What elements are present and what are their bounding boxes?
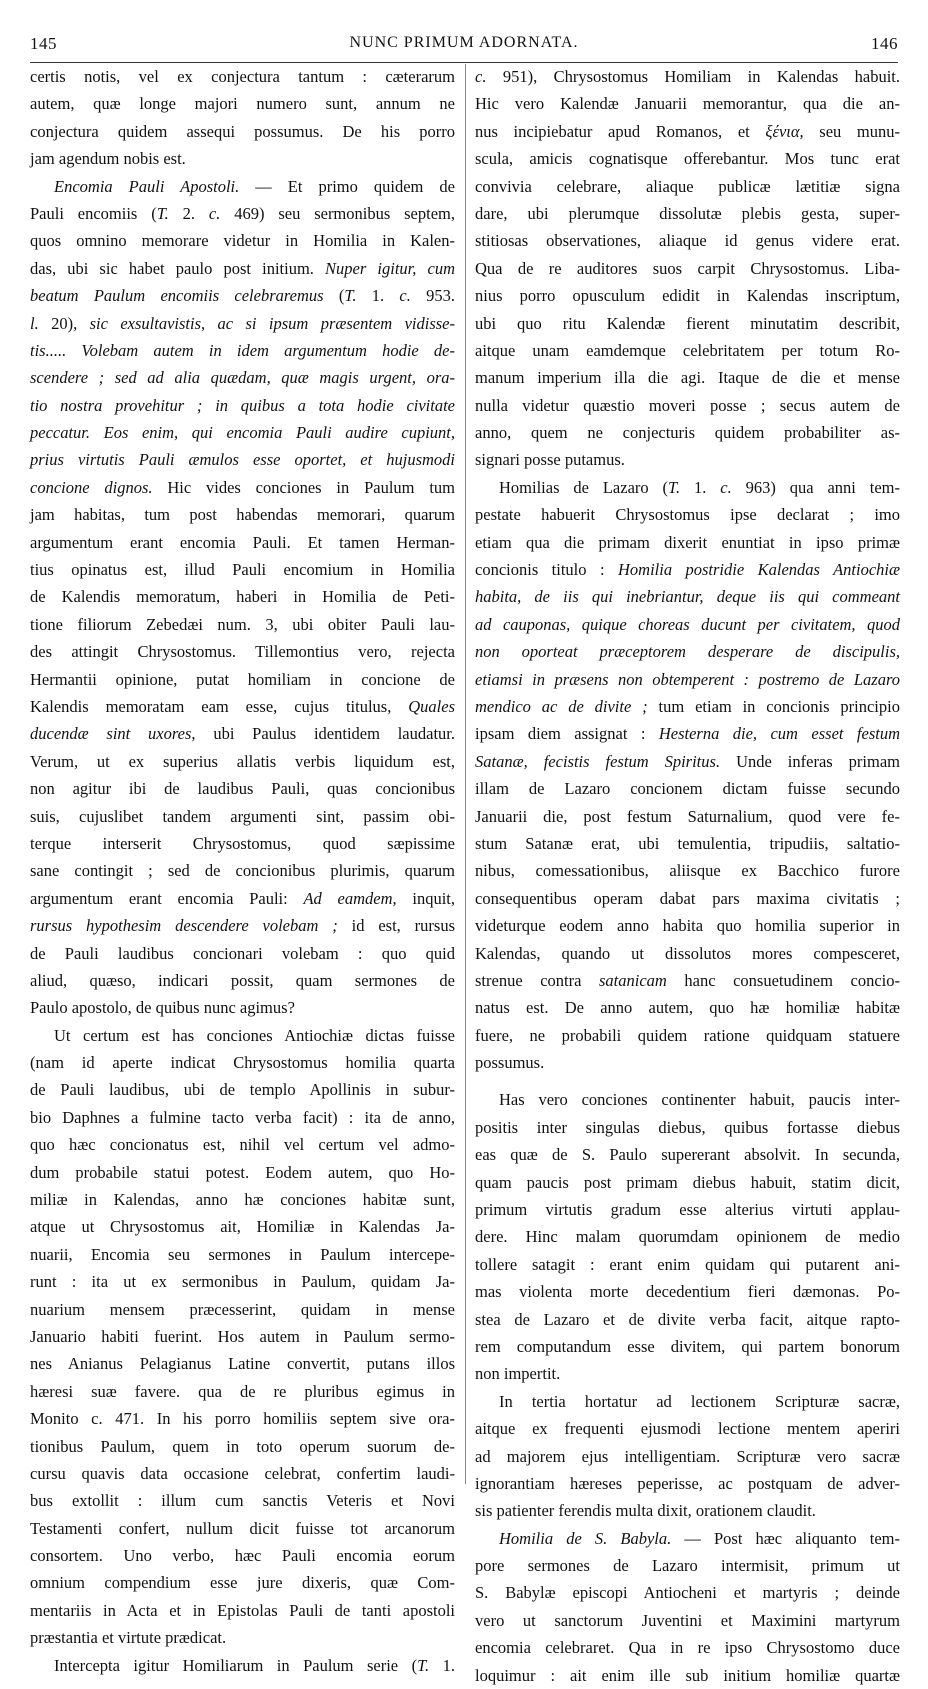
text-line (475, 1223, 900, 1250)
text-run: 1. (429, 1655, 456, 1675)
text-line (30, 611, 455, 638)
italic-text: Encomia Pauli Apostoli. (54, 176, 240, 196)
page-header (30, 34, 898, 58)
text-line (30, 994, 455, 1021)
text-line (475, 1607, 900, 1634)
text-line (30, 173, 455, 200)
text-run: nibus, comessationibus, aliisque ex Bacchico furore (475, 861, 900, 881)
text-run: nus incipiebatur apud Romanos, et (475, 121, 766, 141)
paragraph-gap (475, 1076, 900, 1086)
text-run: atque ut Chrysostomus ait, Homiliæ in Kalendas Ja- (30, 1217, 455, 1237)
text-line (30, 282, 455, 309)
text-line (475, 611, 900, 638)
text-run: sane contingit ; sed de concionibus plurimis, quarum (30, 861, 455, 881)
text-run: Intercepta igitur Homiliarum in Paulum serie ( (54, 1655, 418, 1675)
text-line (475, 1114, 900, 1141)
text-run: aitque unam eamdemque celebritatem per totum Ro- (475, 340, 900, 360)
text-line (475, 940, 900, 967)
italic-text: c. (399, 286, 411, 306)
italic-text: c. (208, 203, 221, 223)
text-line (30, 90, 455, 117)
text-run: 1. (680, 477, 721, 497)
text-line (30, 556, 455, 583)
text-line (475, 1141, 900, 1168)
column-divider (465, 64, 466, 1484)
text-run: bio Daphnes a fulmine tacto verba facit) : ita de anno, (30, 1107, 455, 1127)
text-run: Kalendis memoratam eam esse, cujus titulus, (30, 696, 409, 716)
text-run: manum imperium illa die agi. Itaque de die et mense (475, 368, 900, 388)
text-line (30, 638, 455, 665)
text-line (475, 1470, 900, 1497)
text-run: signari posse putamus. (475, 450, 625, 470)
text-line (30, 337, 455, 364)
text-line (475, 748, 900, 775)
left-column (30, 63, 456, 1675)
text-line (475, 967, 900, 994)
italic-text: satanicam (598, 970, 667, 990)
text-line (475, 529, 900, 556)
text-line (30, 446, 455, 473)
italic-text: concione dignos. (30, 477, 153, 497)
text-run: consortem. Uno verbo, hæc Pauli encomia eorum (30, 1546, 455, 1566)
text-line (475, 638, 900, 665)
text-run: dare, ubi plerumque dissolutæ plebis gesta, super- (475, 203, 900, 223)
text-run: Januarii die, post festum Saturnalium, quod vere fe- (475, 806, 900, 826)
text-run: conjectura quidem assequi possumus. De his porro (30, 121, 455, 141)
text-line (30, 1241, 455, 1268)
text-run: , ubi Paulus identidem laudatur. (191, 724, 455, 744)
text-line (30, 1268, 455, 1295)
italic-text: Hesterna die, cum esset festum (658, 724, 900, 744)
italic-text: Nuper igitur, cum (325, 258, 455, 278)
text-run: 20), (38, 313, 90, 333)
text-run: ignorantiam hæreses peperisse, ac postquam de adver- (475, 1473, 900, 1493)
text-line (475, 885, 900, 912)
text-run: scula, amicis cognatisque offerebantur. Mos tunc erat (475, 149, 900, 169)
text-run: cursu quavis data occasione celebrat, confertim laudi- (30, 1463, 455, 1483)
text-run: primum virtutis gradum esse alterius virtuti applau- (475, 1200, 900, 1220)
text-line (475, 1333, 900, 1360)
text-line (475, 1169, 900, 1196)
text-line (475, 1497, 900, 1524)
text-run: natus est. De anno autem, quo hæ homiliæ habitæ (475, 998, 900, 1018)
text-line (475, 392, 900, 419)
italic-text: ξένια, (765, 121, 804, 141)
text-line (30, 693, 455, 720)
text-line (30, 118, 455, 145)
text-line (475, 1525, 900, 1552)
text-run: id est, rursus (337, 916, 455, 936)
text-run: Has vero conciones continenter habuit, paucis inter- (499, 1090, 900, 1110)
text-line (30, 1405, 455, 1432)
italic-text: sic exsultavistis, ac si ipsum præsentem vidisse- (89, 313, 455, 333)
italic-text: Ad eamdem, (303, 888, 397, 908)
text-run: Testamenti confert, nullum dicit fuisse tot arcanorum (30, 1518, 455, 1538)
text-line (30, 940, 455, 967)
text-run: stitiosas observationes, aliaque id genus videre erat. (475, 231, 900, 251)
text-run: tum etiam in concionis principio (647, 696, 900, 716)
italic-text: c. (720, 477, 732, 497)
italic-text: peccatur. Eos enim, qui encomia Pauli audire cupiunt, (30, 423, 455, 443)
italic-text: scendere ; sed ad alia quædam, quæ magis urgent, ora- (30, 368, 455, 388)
text-line (475, 1086, 900, 1113)
text-line (475, 173, 900, 200)
text-run: seu munu- (803, 121, 900, 141)
italic-text: tis..... Volebam autem in idem argumentum hodie de- (30, 340, 455, 360)
text-run: possumus. (475, 1053, 545, 1073)
text-run: stum Satanæ erat, ubi temulentia, tripudiis, saltatio- (475, 833, 900, 853)
text-line (30, 310, 455, 337)
text-line (30, 666, 455, 693)
text-line (30, 1076, 455, 1103)
text-line (30, 1049, 455, 1076)
text-line (30, 1296, 455, 1323)
text-run: 469) seu sermonibus septem, (220, 203, 455, 223)
text-line (475, 1306, 900, 1333)
text-line (30, 227, 455, 254)
italic-text: Quales (408, 696, 455, 716)
text-run: des attingit Chrysostomus. Tillemontius vero, rejecta (30, 642, 455, 662)
italic-text: ducendæ sint uxores (30, 724, 192, 744)
text-run: hæresi suæ favere. qua de re pluribus egimus in (30, 1381, 455, 1401)
text-run: de Pauli laudibus concionari volebam : quo quid (30, 943, 455, 963)
italic-text: T. (417, 1655, 430, 1675)
text-line (30, 145, 455, 172)
text-run: non impertit. (475, 1364, 561, 1384)
text-run: de Kalendis memoratum, haberi in Homilia de Peti- (30, 587, 455, 607)
text-run: mentariis in Acta et in Epistolas Pauli de tanti apostoli (30, 1600, 455, 1620)
text-line (475, 1278, 900, 1305)
italic-text: c. (475, 67, 487, 86)
text-run: quam paucis post primam diebus habuit, statim dicit, (475, 1172, 900, 1192)
text-line (30, 1378, 455, 1405)
text-line (30, 1350, 455, 1377)
text-line (475, 1022, 900, 1049)
text-run: tollere satagit : erant enim quidam qui putarent ani- (475, 1254, 900, 1274)
text-run: 953. (410, 286, 455, 306)
text-run: dum probabile statui potest. Eodem autem, quo Ho- (30, 1162, 455, 1182)
text-line (475, 803, 900, 830)
text-run: dere. Hinc malam quorumdam opinionem de medio (475, 1227, 900, 1247)
text-run: aitque ex frequenti ejusmodi lectione mentem aperiri (475, 1419, 900, 1439)
text-run: Monito c. 471. In his porro homiliis septem sive ora- (30, 1409, 455, 1429)
text-run: positis inter singulas diebus, quibus fortasse diebus (475, 1117, 900, 1137)
text-line (475, 830, 900, 857)
text-line (30, 1487, 455, 1514)
text-run: 951), Chrysostomus Homiliam in Kalendas habuit. (486, 67, 900, 86)
text-run: jam agendum nobis est. (30, 149, 186, 169)
text-run: vero ut sanctorum Juventini et Maximini martyrum (475, 1610, 900, 1630)
text-line (475, 364, 900, 391)
text-run: nuarium mensem præcesserint, quidam in mense (30, 1299, 455, 1319)
text-run: Hic vero Kalendæ Januarii memorantur, qua die an- (475, 94, 900, 114)
text-run: — Et primo quidem de (239, 176, 455, 196)
text-run: anno, quem ne conjecturis quidem probabiliter as- (475, 423, 900, 443)
text-line (475, 583, 900, 610)
italic-text: T. (344, 286, 357, 306)
text-run: fuere, ne probabili quidem ratione quidquam statuere (475, 1025, 900, 1045)
italic-text: T. (668, 477, 681, 497)
text-line (475, 474, 900, 501)
text-run: runt : ita ut ex sermonibus in Paulum, quidam Ja- (30, 1272, 455, 1292)
italic-text: rursus hypothesim descendere volebam ; (30, 916, 338, 936)
text-line (30, 392, 455, 419)
text-line (475, 1360, 900, 1387)
text-line (30, 775, 455, 802)
text-run: ad majorem ejus intelligentiam. Scripturæ vero sacræ (475, 1446, 900, 1466)
italic-text: non oporteat præceptorem desperare de discipulis, (475, 642, 900, 662)
text-run: Pauli encomiis ( (30, 203, 157, 223)
text-line (475, 1251, 900, 1278)
text-run: convivia celebrare, aliaque publicæ lætitiæ signa (475, 176, 900, 196)
text-line (30, 364, 455, 391)
text-line (30, 720, 455, 747)
text-line (475, 1196, 900, 1223)
text-run: etiam qua die primam dixerit enuntiat in ipso primæ (475, 532, 900, 552)
text-line (30, 803, 455, 830)
italic-text: ad cauponas, quique choreas ducunt per civitatem, quod (475, 614, 900, 634)
text-line (30, 529, 455, 556)
text-line (30, 501, 455, 528)
text-line (30, 255, 455, 282)
text-line (475, 1443, 900, 1470)
text-line (475, 145, 900, 172)
text-run: tionibus Paulum, quem in toto operum suorum de- (30, 1436, 455, 1456)
text-line (30, 1652, 455, 1679)
text-line (475, 775, 900, 802)
text-line (475, 501, 900, 528)
text-line (30, 1213, 455, 1240)
text-run: S. Babylæ episcopi Antiocheni et martyris ; deinde (475, 1583, 900, 1603)
text-line (475, 282, 900, 309)
text-run: stea de Lazaro et de divite verba facit, aitque rapto- (475, 1309, 900, 1329)
text-line (30, 1131, 455, 1158)
text-run: ( (323, 286, 345, 306)
text-run: præstantia et virtute prædicat. (30, 1628, 227, 1648)
text-line (475, 1415, 900, 1442)
text-line (475, 1552, 900, 1579)
text-line (30, 1323, 455, 1350)
text-line (30, 912, 455, 939)
italic-text: mendico ac de divite ; (475, 696, 648, 716)
italic-text: habita, de iis qui inebriantur, deque iis qui commeant (475, 587, 900, 607)
text-line (475, 912, 900, 939)
text-run: das, ubi sic habet paulo post initium. (30, 258, 326, 278)
text-run: 963) qua anni tem- (731, 477, 900, 497)
italic-text: tio nostra provehitur ; in quibus a tota hodie civitate (30, 395, 455, 415)
text-run: suis, cujuslibet tandem argumenti sint, passim obi- (30, 806, 455, 826)
italic-text: beatum Paulum encomiis celebraremus (30, 286, 324, 306)
text-run: autem, quæ longe majori numero sunt, annum ne (30, 94, 455, 114)
text-run: encomia celebraret. Qua in re ipso Chrysostomo duce (475, 1638, 900, 1658)
italic-text: etiamsi in præsens non obtemperent : postremo de Lazaro (475, 669, 900, 689)
text-run: ipsam diem assignat : (475, 724, 659, 744)
text-run: strenue contra (475, 970, 599, 990)
text-run: tius opinatus est, illud Pauli encomium in Homilia (30, 560, 455, 580)
text-line (475, 118, 900, 145)
page-number-left: 145 (30, 34, 57, 53)
text-run: inquit, (396, 888, 455, 908)
italic-text: l. (30, 313, 39, 333)
text-run: rem computandum esse divitem, qui partem bonorum (475, 1336, 900, 1356)
text-run: Homilias de Lazaro ( (499, 477, 669, 497)
text-line (30, 857, 455, 884)
text-run: Hic vides conciones in Paulum tum (152, 477, 455, 497)
text-run: nuarii, Encomia seu sermones in Paulum intercepe- (30, 1244, 455, 1264)
text-line (475, 1662, 900, 1689)
text-line (30, 1597, 455, 1624)
text-line (475, 255, 900, 282)
text-line (30, 1460, 455, 1487)
text-line (30, 63, 455, 90)
text-line (475, 1388, 900, 1415)
text-line (30, 1433, 455, 1460)
text-run: sis patienter ferendis multa dixit, orationem claudit. (475, 1501, 816, 1521)
running-title: NUNC PRIMUM ADORNATA. (349, 34, 579, 51)
text-run: certis notis, vel ex conjectura tantum : cæterarum (30, 67, 455, 86)
text-line (30, 1159, 455, 1186)
text-line (475, 556, 900, 583)
right-column (475, 63, 901, 1685)
text-line (30, 885, 455, 912)
text-line (475, 994, 900, 1021)
text-line (30, 748, 455, 775)
text-line (30, 1186, 455, 1213)
text-run: de Pauli laudibus, ubi de templo Apollinis in subur- (30, 1080, 455, 1100)
text-run: jam habitas, tum post habendas memorari, quarum (30, 505, 455, 525)
text-run: terque interserit Chrysostomus, quod sæpissime (30, 833, 455, 853)
text-line (475, 857, 900, 884)
text-line (30, 1104, 455, 1131)
text-line (30, 830, 455, 857)
text-run: pore sermones de Lazaro intermisit, primum ut (475, 1556, 900, 1576)
text-line (475, 666, 900, 693)
text-line (30, 200, 455, 227)
text-run: omnium compendium esse jure dixeris, quæ Com- (30, 1573, 455, 1593)
text-run: nes Anianus Pelagianus Latine convertit, putans illos (30, 1354, 455, 1374)
text-run: In tertia hortatur ad lectionem Scripturæ sacræ, (499, 1391, 900, 1411)
text-run: mas violenta morte decedentium fieri dæmonas. Po- (475, 1282, 900, 1302)
text-run: ubi quo ritu Kalendæ fierent minutatim describit, (475, 313, 900, 333)
text-run: illam de Lazaro concionem dictam fuisse secundo (475, 779, 900, 799)
text-run: Unde inferas primam (720, 751, 901, 771)
text-run: Kalendas, quando ut dissolutos mores compesceret, (475, 943, 900, 963)
text-line (30, 1542, 455, 1569)
text-run: nulla videtur quæstio moveri posse ; secus autem de (475, 395, 900, 415)
text-line (475, 720, 900, 747)
text-run: Paulo apostolo, de quibus nunc agimus? (30, 998, 295, 1018)
text-run: videturque eodem anno habita quo homilia superior in (475, 916, 900, 936)
text-line (475, 227, 900, 254)
text-line (30, 419, 455, 446)
text-run: aliud, quæso, indicari possit, quam sermones de (30, 970, 455, 990)
text-run: miliæ in Kalendas, anno hæ conciones habitæ sunt, (30, 1190, 455, 1210)
text-line (30, 474, 455, 501)
text-run: concionis titulo : (475, 560, 618, 580)
text-line (475, 1634, 900, 1661)
text-run: Hermantii opinione, putat homiliam in concione de (30, 669, 455, 689)
text-run: bus extollit : illum cum sanctis Veteris et Novi (30, 1491, 455, 1511)
text-run: — Post hæc aliquanto tem- (671, 1528, 900, 1548)
text-line (475, 693, 900, 720)
text-run: Ut certum est has conciones Antiochiæ dictas fuisse (54, 1025, 455, 1045)
text-run: Verum, ut ex superius allatis verbis liquidum est, (30, 751, 455, 771)
text-line (475, 419, 900, 446)
text-run: hanc consuetudinem concio- (666, 970, 900, 990)
text-run: pestate habuerit Chrysostomus ipse declarat ; imo (475, 505, 900, 525)
italic-text: T. (156, 203, 169, 223)
text-line (30, 967, 455, 994)
text-line (475, 1579, 900, 1606)
text-run: eas quæ de S. Paulo supererant absolvit. In secunda, (475, 1145, 900, 1165)
text-line (475, 446, 900, 473)
italic-text: prius virtutis Pauli æmulos esse oportet, et hujusmodi (30, 450, 455, 470)
page-number-right: 146 (871, 34, 898, 53)
text-line (475, 63, 900, 90)
text-line (475, 310, 900, 337)
text-run: tione filiorum Zebedæi num. 3, ubi obiter Pauli lau- (30, 614, 455, 634)
text-run: non agitur ibi de laudibus Pauli, quas concionibus (30, 779, 455, 799)
italic-text: Satanæ, fecistis festum Spiritus. (475, 751, 721, 771)
text-line (475, 337, 900, 364)
text-run: 2. (168, 203, 209, 223)
text-line (475, 1049, 900, 1076)
text-run: 1. (356, 286, 400, 306)
text-line (30, 583, 455, 610)
text-run: argumentum erant encomia Pauli: (30, 888, 304, 908)
text-run: argumentum erant encomia Pauli. Et tamen Herman- (30, 532, 455, 552)
text-line (30, 1022, 455, 1049)
text-line (475, 200, 900, 227)
text-run: quos omnino memorare videtur in Homilia in Kalen- (30, 231, 455, 251)
text-line (475, 90, 900, 117)
text-run: nius porro opusculum edidit in Kalendas inscriptum, (475, 286, 900, 306)
text-line (30, 1624, 455, 1651)
text-run: Januario habiti fuerint. Hos autem in Paulum sermo- (30, 1326, 455, 1346)
text-run: quo hæc concionatus est, nihil vel certum vel admo- (30, 1135, 455, 1155)
text-run: loquimur : ait enim ille sub initium homiliæ quartæ (475, 1665, 900, 1685)
text-run: consequentibus operam dabat pars maxima civitatis ; (475, 888, 900, 908)
italic-text: Homilia de S. Babyla. (499, 1528, 672, 1548)
text-run: Qua de re auditores suos carpit Chrysostomus. Liba- (475, 258, 900, 278)
text-line (30, 1515, 455, 1542)
text-run: (nam id aperte indicat Chrysostomus homilia quarta (30, 1053, 455, 1073)
text-line (30, 1569, 455, 1596)
italic-text: Homilia postridie Kalendas Antiochiæ (617, 560, 900, 580)
